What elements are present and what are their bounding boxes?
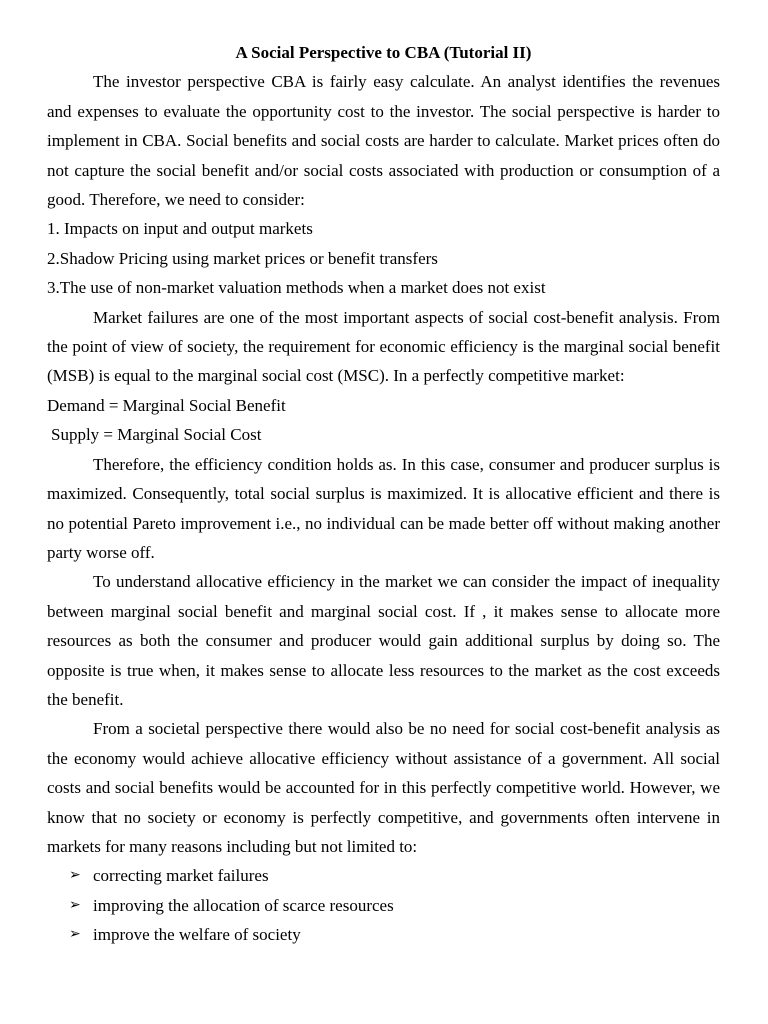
paragraph-societal-perspective: From a societal perspective there would also be no need for social cost-benefit analysis as the economy would achieve allocative efficiency without assistance of a government. All social costs and social benefits would be accounted for in this perfectly competitive world. However, we know that no society or economy is perfectly competitive, and governments often intervene in markets for many reasons including but not limited to: [47, 719, 720, 856]
consideration-item: 2.Shadow Pricing using market prices or benefit transfers [47, 248, 438, 268]
list-item-text: improve the welfare of society [93, 925, 301, 945]
arrow-bullet-icon: ➢ [69, 896, 81, 913]
list-item-text: correcting market failures [93, 866, 269, 886]
paragraph-efficiency-condition: Therefore, the efficiency condition holds as. In this case, consumer and producer surplus is maximized. Consequently, total social surplus is maximized. It is allocative efficient and there is no potential Pareto improvement i.e., no individual can be made better off without making another party worse off. [47, 454, 720, 562]
arrow-bullet-icon: ➢ [69, 867, 81, 884]
document-page [47, 38, 720, 950]
paragraph-allocative-efficiency: To understand allocative efficiency in the market we can consider the impact of inequality between marginal social benefit and marginal social cost. If , it makes sense to allocate more resources as both the consumer and producer would gain additional surplus by doing so. The opposite is true when, it makes sense to allocate less resources to the market as the cost exceeds the benefit. [47, 572, 720, 709]
consideration-item: 1. Impacts on input and output markets [47, 219, 313, 239]
supply-equation: Supply = Marginal Social Cost [51, 425, 262, 445]
list-item [47, 891, 720, 920]
intervention-reasons-list [47, 861, 720, 949]
list-item-text: improving the allocation of scarce resources [93, 895, 394, 915]
list-item [47, 861, 720, 890]
document-title: A Social Perspective to CBA (Tutorial II) [235, 43, 532, 62]
consideration-item: 3.The use of non-market valuation methods when a market does not exist [47, 278, 546, 298]
demand-equation: Demand = Marginal Social Benefit [47, 395, 286, 415]
list-item [47, 920, 720, 949]
paragraph-market-failures: Market failures are one of the most important aspects of social cost-benefit analysis. From the point of view of society, the requirement for economic efficiency is the marginal social benefit (MSB) is equal to the marginal social cost (MSC). In a perfectly competitive market: [47, 307, 720, 386]
arrow-bullet-icon: ➢ [69, 926, 81, 943]
paragraph-investor-perspective: The investor perspective CBA is fairly easy calculate. An analyst identifies the revenues and expenses to evaluate the opportunity cost to the investor. The social perspective is harder to implement in CBA. Social benefits and social costs are harder to calculate. Market prices often do not capture the social benefit and/or social costs associated with production or consumption of a good. Therefore, we need to consider: [47, 72, 720, 210]
